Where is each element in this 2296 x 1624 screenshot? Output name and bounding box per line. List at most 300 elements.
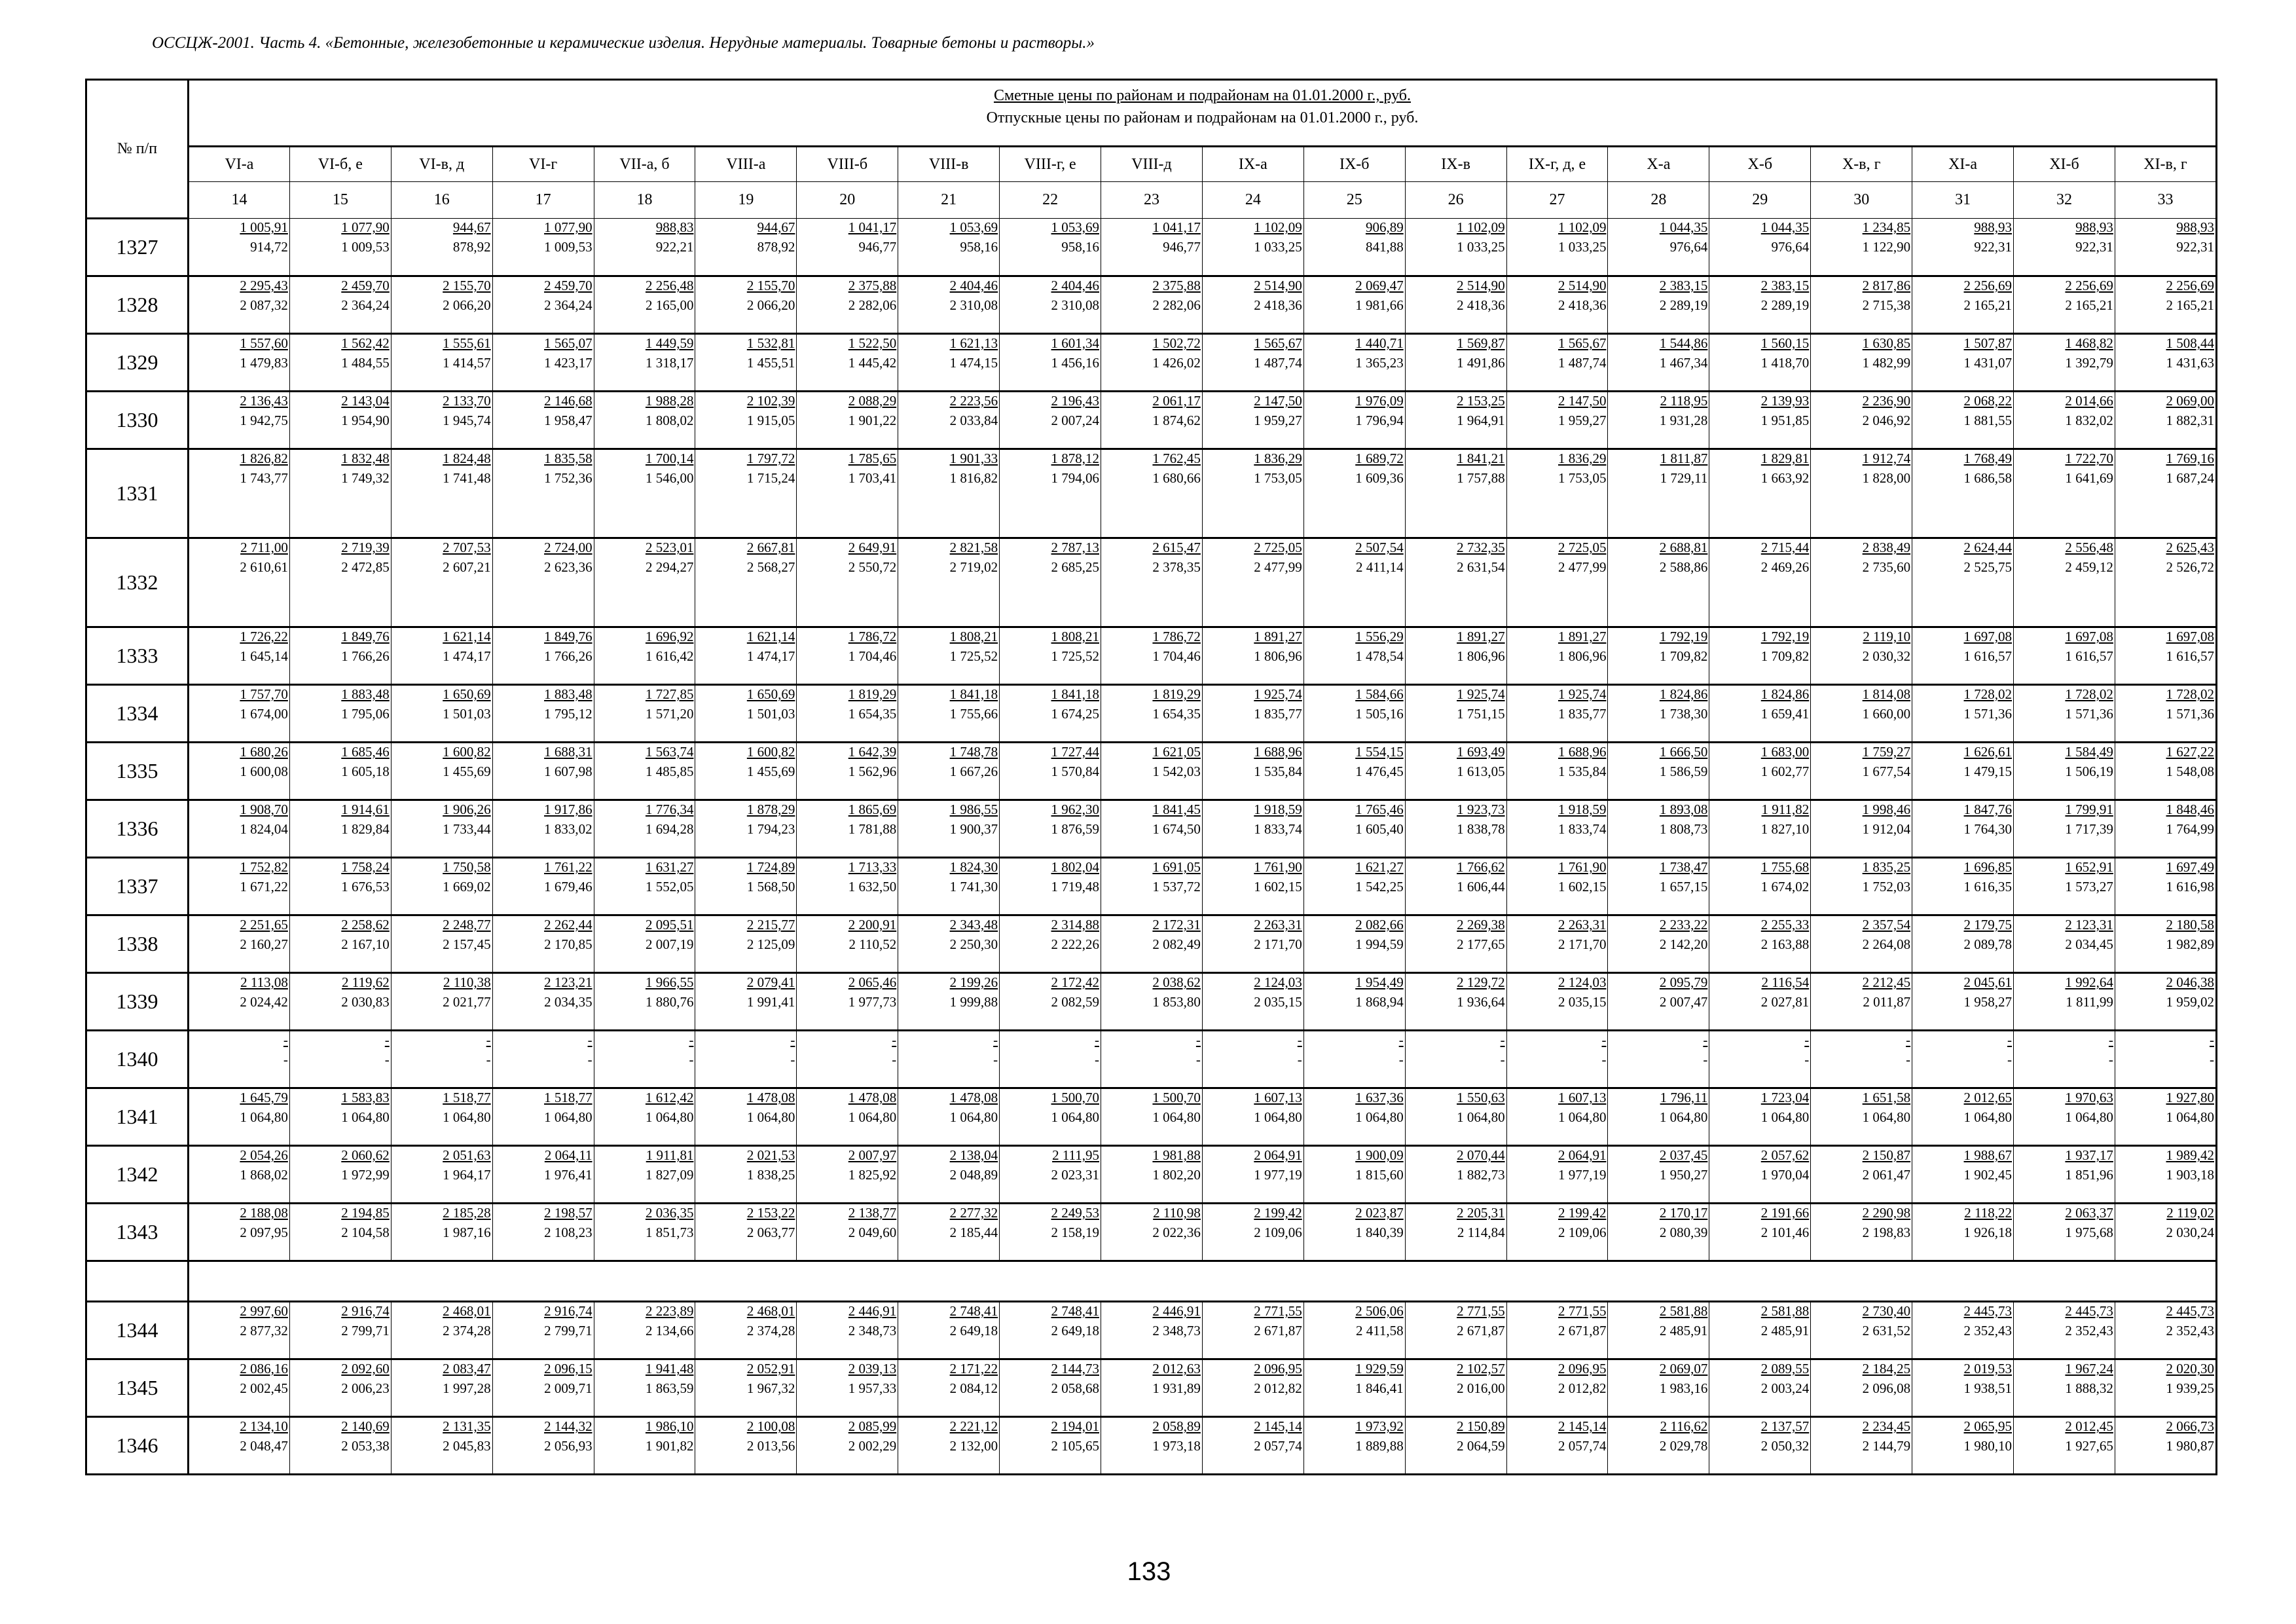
table-row [86,1204,2217,1261]
release-price: 2 110,52 [848,936,897,952]
estimated-price: 1 697,08 [1963,629,2013,644]
estimated-price: - [892,1032,897,1048]
release-price: 1 064,80 [1760,1109,1810,1125]
estimated-price: 1 883,48 [341,686,390,702]
column-number: 20 [797,182,898,219]
region-header: IX-в [1405,147,1506,182]
estimated-price: 1 891,27 [1457,629,1505,644]
price-cell [1912,1146,2014,1204]
release-price: 1 602,15 [1558,879,1607,895]
release-price: 1 881,55 [1963,413,2013,428]
release-price: 914,72 [250,239,288,255]
release-price: 1 915,05 [746,413,795,428]
price-cell [1101,1031,1203,1088]
price-cell [1811,1359,1912,1417]
price-cell [797,1088,898,1146]
estimated-price: - [2007,1032,2013,1048]
price-cell [797,685,898,743]
release-price: 2 485,91 [1659,1323,1708,1338]
price-cell [2115,219,2216,276]
release-price: 1 474,17 [443,648,491,664]
price-cell [2115,392,2216,449]
row-number: 1327 [86,219,189,276]
release-price: 1 546,00 [645,470,694,486]
estimated-price: 2 079,41 [746,974,795,990]
row-number: 1342 [86,1146,189,1204]
column-number: 16 [391,182,492,219]
estimated-price: 1 621,13 [949,335,998,351]
column-number: 26 [1405,182,1506,219]
price-cell [1101,685,1203,743]
release-price: 2 109,06 [1558,1225,1607,1240]
price-cell [1101,538,1203,627]
release-price: 976,64 [1669,239,1708,255]
price-cell [2014,538,2115,627]
estimated-price: 2 019,53 [1963,1361,2013,1376]
release-price: 2 030,24 [2166,1225,2214,1240]
estimated-price: 2 065,46 [848,974,897,990]
release-price: 1 846,41 [1355,1380,1404,1396]
price-cell [1506,1146,1608,1204]
price-cell [1303,627,1405,685]
release-price: 2 101,46 [1760,1225,1810,1240]
release-price: 1 064,80 [2065,1109,2113,1125]
release-price: 2 607,21 [443,559,491,575]
estimated-price: 1 601,34 [1051,335,1100,351]
column-number: 22 [1000,182,1101,219]
estimated-price: 1 819,29 [848,686,897,702]
price-cell [1709,1204,1811,1261]
estimated-price: 2 014,66 [2065,393,2113,409]
price-cell [2014,1417,2115,1475]
release-price: 2 021,77 [443,994,491,1010]
price-cell [898,449,1000,538]
release-price: 1 605,40 [1355,821,1404,837]
estimated-price: 2 916,74 [341,1303,390,1319]
estimated-price: 1 878,29 [746,802,795,817]
release-price: 1 802,20 [1152,1167,1201,1183]
estimated-price: - [689,1032,694,1048]
estimated-price: 2 012,63 [1152,1361,1201,1376]
price-cell [898,685,1000,743]
price-cell [1912,800,2014,858]
price-cell [1506,1302,1608,1359]
estimated-price: 2 248,77 [443,917,491,932]
release-price: 1 751,15 [1457,706,1505,722]
price-cell [594,219,695,276]
price-cell [1101,858,1203,915]
price-cell [1811,685,1912,743]
release-price: 1 445,42 [848,355,897,371]
column-number: 25 [1303,182,1405,219]
release-price: 1 122,90 [1862,239,1911,255]
release-price: 1 687,24 [2166,470,2214,486]
price-cell [594,334,695,392]
release-price: 1 795,12 [544,706,592,722]
price-cell [797,392,898,449]
release-price: 1 573,27 [2065,879,2113,895]
estimated-price: 1 556,29 [1355,629,1404,644]
estimated-price: 1 752,82 [240,859,288,875]
row-number: 1328 [86,276,189,334]
price-cell [189,627,290,685]
price-cell [1101,219,1203,276]
estimated-price: 1 849,76 [544,629,592,644]
release-price: 2 171,70 [1558,936,1607,952]
estimated-price: 1 819,29 [1152,686,1201,702]
price-cell [797,800,898,858]
price-cell [1405,973,1506,1031]
release-price: 1 654,35 [1152,706,1201,722]
estimated-price: 1 560,15 [1760,335,1810,351]
release-price: 2 023,31 [1051,1167,1100,1183]
estimated-price: 2 138,77 [848,1205,897,1221]
price-cell [797,449,898,538]
release-price: 1 757,88 [1457,470,1505,486]
estimated-price: - [1195,1032,1201,1048]
release-price: 1 064,80 [544,1109,592,1125]
price-cell [1101,973,1203,1031]
table-row [86,800,2217,858]
price-cell [695,973,797,1031]
release-price: 1 616,57 [1963,648,2013,664]
estimated-price: 1 988,67 [1963,1147,2013,1163]
release-price: 1 694,28 [645,821,694,837]
release-price: 2 058,68 [1051,1380,1100,1396]
table-row [86,685,2217,743]
release-price: 1 501,03 [443,706,491,722]
estimated-price: 2 771,55 [1457,1303,1505,1319]
price-cell [1202,1146,1303,1204]
release-price: 1 958,27 [1963,994,2013,1010]
estimated-price: 1 824,86 [1659,686,1708,702]
row-number: 1343 [86,1204,189,1261]
price-cell [898,858,1000,915]
price-cell [594,538,695,627]
price-cell [797,1031,898,1088]
estimated-price: 1 688,31 [544,744,592,760]
release-price: 1 938,51 [1963,1380,2013,1396]
estimated-price: 2 194,01 [1051,1418,1100,1434]
price-cell [289,219,391,276]
table-row [86,915,2217,973]
estimated-price: 1 865,69 [848,802,897,817]
estimated-price: 1 925,74 [1457,686,1505,702]
release-price: 1 999,88 [949,994,998,1010]
price-cell [2115,1146,2216,1204]
price-cell [1202,1302,1303,1359]
price-cell [1811,1088,1912,1146]
estimated-price: 1 621,14 [443,629,491,644]
release-price: 2 012,82 [1558,1380,1607,1396]
release-price: 2 082,59 [1051,994,1100,1010]
estimated-price: 2 155,70 [746,278,795,293]
estimated-price: 2 069,07 [1659,1361,1708,1376]
price-cell [1202,627,1303,685]
release-price: 1 715,24 [746,470,795,486]
estimated-price: 944,67 [452,219,491,235]
release-price: 2 282,06 [848,297,897,313]
release-price: 2 485,91 [1760,1323,1810,1338]
price-cell [1405,538,1506,627]
price-cell [289,392,391,449]
price-cell [2115,334,2216,392]
price-cell [289,1204,391,1261]
release-price: 2 348,73 [848,1323,897,1338]
release-price: 1 482,99 [1862,355,1911,371]
region-header: XI-в, г [2115,147,2216,182]
release-price: 1 613,05 [1457,764,1505,779]
row-number: 1340 [86,1031,189,1088]
release-price: 2 089,78 [1963,936,2013,952]
price-cell [189,915,290,973]
release-price: 1 808,02 [645,413,694,428]
release-price: 1 880,76 [645,994,694,1010]
price-cell [492,276,594,334]
estimated-price: 2 343,48 [949,917,998,932]
estimated-price: 1 802,04 [1051,859,1100,875]
row-number: 1331 [86,449,189,538]
price-cell [797,627,898,685]
release-price: 1 741,48 [443,470,491,486]
price-cell [1709,392,1811,449]
release-price: 1 570,84 [1051,764,1100,779]
estimated-price: 1 918,59 [1254,802,1302,817]
estimated-price: 2 070,44 [1457,1147,1505,1163]
table-row [86,743,2217,800]
release-price: 1 064,80 [1963,1109,2013,1125]
price-cell [1303,334,1405,392]
column-number: 33 [2115,182,2216,219]
price-cell [189,1302,290,1359]
estimated-price: 1 044,35 [1760,219,1810,235]
price-cell [289,334,391,392]
price-cell [1912,1088,2014,1146]
release-price: - [1095,1052,1100,1067]
estimated-price: 2 615,47 [1152,540,1201,555]
title-estimated-prices: Сметные цены по районам и подрайонам на 01.01.2000 г., руб. [993,87,1412,104]
price-cell [391,973,492,1031]
price-cell [1101,743,1203,800]
release-price: 1 959,27 [1558,413,1607,428]
estimated-price: 2 263,31 [1558,917,1607,932]
price-cell [1000,685,1101,743]
price-cell [391,915,492,973]
price-cell [1303,800,1405,858]
estimated-price: 1 728,02 [2065,686,2113,702]
price-cell [695,1204,797,1261]
estimated-price: - [790,1032,795,1048]
estimated-price: 2 064,91 [1254,1147,1302,1163]
release-price: 1 868,94 [1355,994,1404,1010]
release-price: 2 002,45 [240,1380,288,1396]
price-cell [1506,538,1608,627]
release-price: - [790,1052,795,1067]
estimated-price: 2 144,73 [1051,1361,1100,1376]
price-cell [391,627,492,685]
price-cell [189,1146,290,1204]
estimated-price: 2 256,69 [1963,278,2013,293]
price-cell [391,1146,492,1204]
price-cell [2115,276,2216,334]
estimated-price: 2 459,70 [544,278,592,293]
estimated-price: 1 929,59 [1355,1361,1404,1376]
release-price: 1 970,04 [1760,1167,1810,1183]
estimated-price: 2 123,21 [544,974,592,990]
price-cell [1000,1204,1101,1261]
estimated-price: 2 514,90 [1457,278,1505,293]
table-row [86,973,2217,1031]
price-cell [1709,973,1811,1031]
price-cell [695,1359,797,1417]
estimated-price: 2 269,38 [1457,917,1505,932]
release-price: 1 602,77 [1760,764,1810,779]
estimated-price: 2 715,44 [1760,540,1810,555]
price-cell [1202,685,1303,743]
price-cell [1000,800,1101,858]
estimated-price: 2 290,98 [1862,1205,1911,1221]
price-cell [2115,858,2216,915]
estimated-price: 1 696,92 [645,629,694,644]
estimated-price: - [1095,1032,1100,1048]
release-price: 1 479,15 [1963,764,2013,779]
release-price: 1 478,54 [1355,648,1404,664]
row-number: 1329 [86,334,189,392]
price-cell [1811,1302,1912,1359]
price-cell [2014,743,2115,800]
release-price: 1 749,32 [341,470,390,486]
price-cell [1000,973,1101,1031]
price-cell [1101,915,1203,973]
release-price: - [1297,1052,1302,1067]
release-price: 1 679,46 [544,879,592,895]
release-price: 2 715,38 [1862,297,1911,313]
estimated-price: 2 069,47 [1355,278,1404,293]
release-price: 1 835,77 [1558,706,1607,722]
release-price: 1 663,92 [1760,470,1810,486]
estimated-price: 1 650,69 [746,686,795,702]
release-price: 2 022,36 [1152,1225,1201,1240]
price-cell [189,276,290,334]
price-cell [1202,743,1303,800]
estimated-price: 2 514,90 [1558,278,1607,293]
release-price: 2 631,52 [1862,1323,1911,1338]
release-price: 1 815,60 [1355,1167,1404,1183]
price-cell [695,800,797,858]
release-price: 1 476,45 [1355,764,1404,779]
estimated-price: 1 044,35 [1659,219,1708,235]
estimated-price: 2 221,12 [949,1418,998,1434]
estimated-price: 1 728,02 [2166,686,2214,702]
estimated-price: 1 077,90 [544,219,592,235]
release-price: 1 794,06 [1051,470,1100,486]
price-cell [391,1359,492,1417]
estimated-price: 1 988,28 [645,393,694,409]
release-price: 1 997,28 [443,1380,491,1396]
estimated-price: 1 626,61 [1963,744,2013,760]
release-price: 2 477,99 [1558,559,1607,575]
estimated-price: - [283,1032,288,1048]
price-cell [1709,334,1811,392]
estimated-price: 1 234,85 [1862,219,1911,235]
release-price: - [1703,1052,1708,1067]
price-cell [1608,334,1709,392]
release-price: 1 537,72 [1152,879,1201,895]
release-price: 2 374,28 [746,1323,795,1338]
release-price: 1 479,83 [240,355,288,371]
release-price: 1 729,11 [1660,470,1708,486]
release-price: 1 064,80 [240,1109,288,1125]
estimated-price: 1 824,30 [949,859,998,875]
price-cell [2014,1359,2115,1417]
release-price: 1 835,77 [1254,706,1302,722]
release-price: 2 525,75 [1963,559,2013,575]
release-price: 2 033,84 [949,413,998,428]
release-price: 1 931,28 [1659,413,1708,428]
estimated-price: 1 713,33 [848,859,897,875]
price-cell [492,1088,594,1146]
release-price: 1 733,44 [443,821,491,837]
estimated-price: - [2210,1032,2214,1048]
estimated-price: 1 908,70 [240,802,288,817]
price-cell [695,1417,797,1475]
release-price: 1 616,98 [2166,879,2214,895]
estimated-price: 1 500,70 [1051,1090,1100,1105]
price-cell [492,685,594,743]
price-cell [1811,800,1912,858]
release-price: 2 035,15 [1254,994,1302,1010]
release-price: 1 064,80 [2166,1109,2214,1125]
column-number: 19 [695,182,797,219]
release-price: 2 550,72 [848,559,897,575]
price-cell [1202,219,1303,276]
price-cell [1000,219,1101,276]
column-number: 29 [1709,182,1811,219]
release-price: 1 840,39 [1355,1225,1404,1240]
row-number: 1334 [86,685,189,743]
price-cell [1912,858,2014,915]
estimated-price: 2 234,45 [1862,1418,1911,1434]
row-number: 1332 [86,538,189,627]
release-price: - [2007,1052,2013,1067]
estimated-price: 1 758,24 [341,859,390,875]
release-price: 1 686,58 [1963,470,2013,486]
price-cell [1303,449,1405,538]
estimated-price: 2 375,88 [1152,278,1201,293]
price-cell [1202,973,1303,1031]
price-cell [1405,858,1506,915]
estimated-price: 2 039,13 [848,1361,897,1376]
estimated-price: 2 146,68 [544,393,592,409]
release-price: 2 057,74 [1558,1438,1607,1454]
estimated-price: 2 137,57 [1760,1418,1810,1434]
release-price: 1 806,96 [1254,648,1302,664]
release-price: - [283,1052,288,1067]
estimated-price: 1 925,74 [1254,686,1302,702]
estimated-price: 2 066,73 [2166,1418,2214,1434]
price-cell [898,538,1000,627]
release-price: 1 806,96 [1457,648,1505,664]
release-price: 1 033,25 [1254,239,1302,255]
price-cell [1608,627,1709,685]
estimated-price: 2 256,69 [2166,278,2214,293]
release-price: - [993,1052,998,1067]
release-price: 1 392,79 [2065,355,2113,371]
release-price: 2 163,88 [1760,936,1810,952]
row-number: 1344 [86,1302,189,1359]
estimated-price: 1 697,49 [2166,859,2214,875]
price-cell [1709,743,1811,800]
